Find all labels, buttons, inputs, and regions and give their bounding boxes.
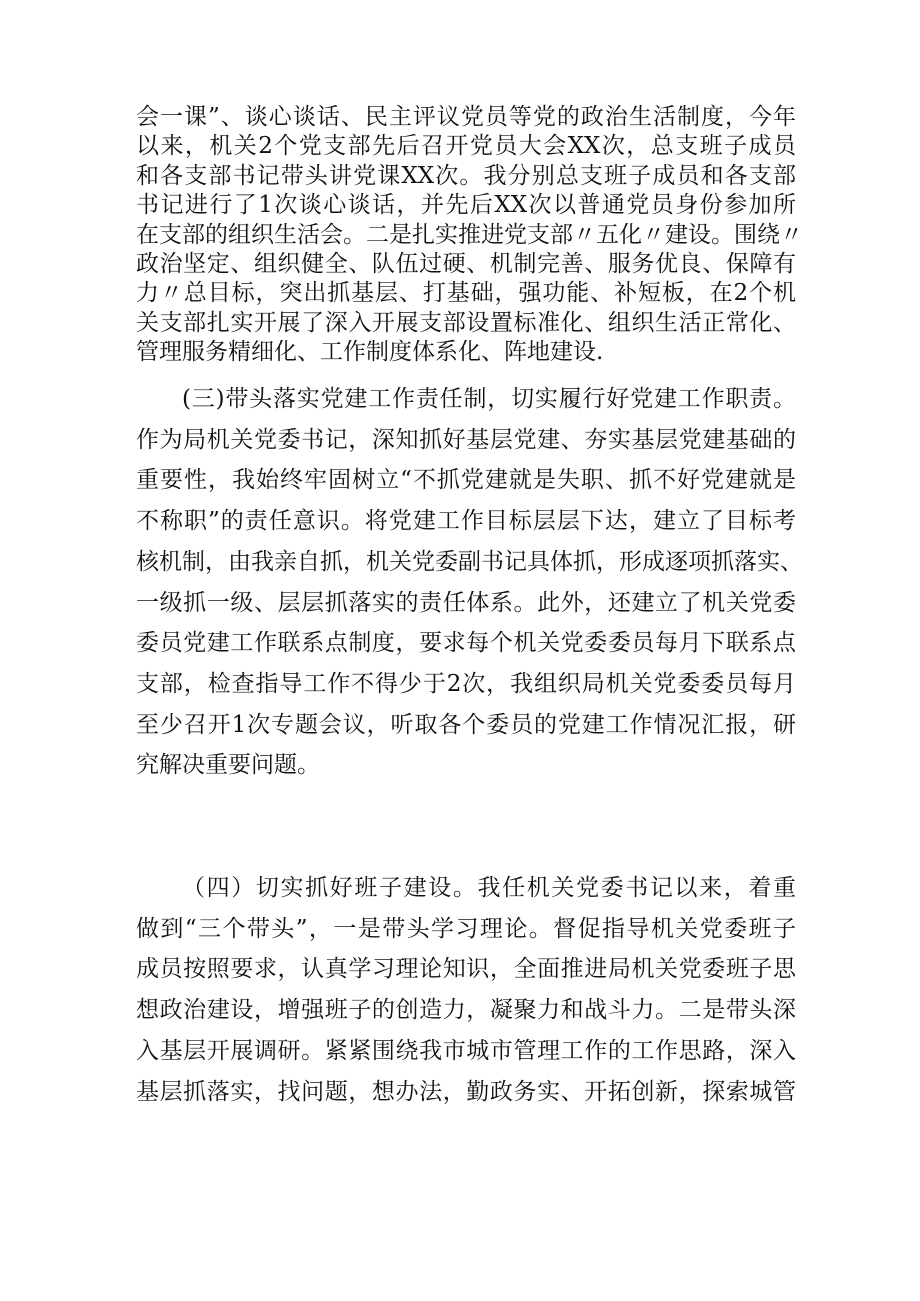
text-line: 书记进行了1次谈心谈话，并先后XX次以普通党员身份参加所 xyxy=(136,192,796,219)
text-line: 重要性，我始终牢固树立“不抓党建就是失职、抓不好党建就是 xyxy=(136,467,796,494)
text-line: 入基层开展调研。紧紧围绕我市城市管理工作的工作思路，深入 xyxy=(136,1037,796,1064)
text-line: 做到“三个带头”，一是带头学习理论。督促指导机关党委班子 xyxy=(136,915,796,942)
text-line: 基层抓落实，找问题，想办法，勤政务实、开拓创新，探索城管 xyxy=(136,1078,796,1105)
paragraph-party-life xyxy=(136,103,803,368)
text-line: 核机制，由我亲自抓，机关党委副书记具体抓，形成逐项抓落实、 xyxy=(136,548,803,575)
text-line: 想政治建设，增强班子的创造力，凝聚力和战斗力。二是带头深 xyxy=(136,997,796,1024)
paragraph-section-four xyxy=(136,868,796,1112)
text-line: 至少召开1次专题会议，听取各个委员的党建工作情况汇报，研 xyxy=(136,711,796,738)
paragraph-section-three xyxy=(136,379,803,786)
text-line: 管理服务精细化、工作制度体系化、阵地建设. xyxy=(136,339,604,366)
section-heading-three: (三)带头落实党建工作责任制，切实履行好党建工作职责。 xyxy=(182,386,796,412)
text-line: 成员按照要求，认真学习理论知识，全面推进局机关党委班子思 xyxy=(136,956,796,983)
text-line: 不称职”的责任意识。将党建工作目标层层下达，建立了目标考 xyxy=(136,508,796,535)
text-line: 支部，检查指导工作不得少于2次，我组织局机关党委委员每月 xyxy=(136,670,796,697)
text-line: 委员党建工作联系点制度，要求每个机关党委委员每月下联系点 xyxy=(136,630,796,657)
text-line: 在支部的组织生活会。二是扎实推进党支部〃五化〃建设。围绕〃 xyxy=(136,221,803,248)
text-line: 政治坚定、组织健全、队伍过硬、机制完善、服务优良、保障有 xyxy=(136,251,796,278)
text-line: 会一课”、谈心谈话、民主评议党员等党的政治生活制度，今年 xyxy=(136,104,796,130)
text-line: 究解决重要问题。 xyxy=(136,752,320,779)
text-line: 和各支部书记带头讲党课XX次。我分别总支班子成员和各支部 xyxy=(136,162,796,189)
text-line: 一级抓一级、层层抓落实的责任体系。此外，还建立了机关党委 xyxy=(136,589,796,616)
section-heading-four: （四）切实抓好班子建设。我任机关党委书记以来，着重 xyxy=(182,875,796,901)
text-line: 作为局机关党委书记，深知抓好基层党建、夯实基层党建基础的 xyxy=(136,426,796,453)
text-line: 关支部扎实开展了深入开展支部设置标准化、组织生活正常化、 xyxy=(136,309,796,336)
text-line: 力〃总目标，突出抓基层、打基础，强功能、补短板，在2个机 xyxy=(136,280,796,307)
text-line: 以来，机关2个党支部先后召开党员大会XX次，总支班子成员 xyxy=(136,133,796,160)
